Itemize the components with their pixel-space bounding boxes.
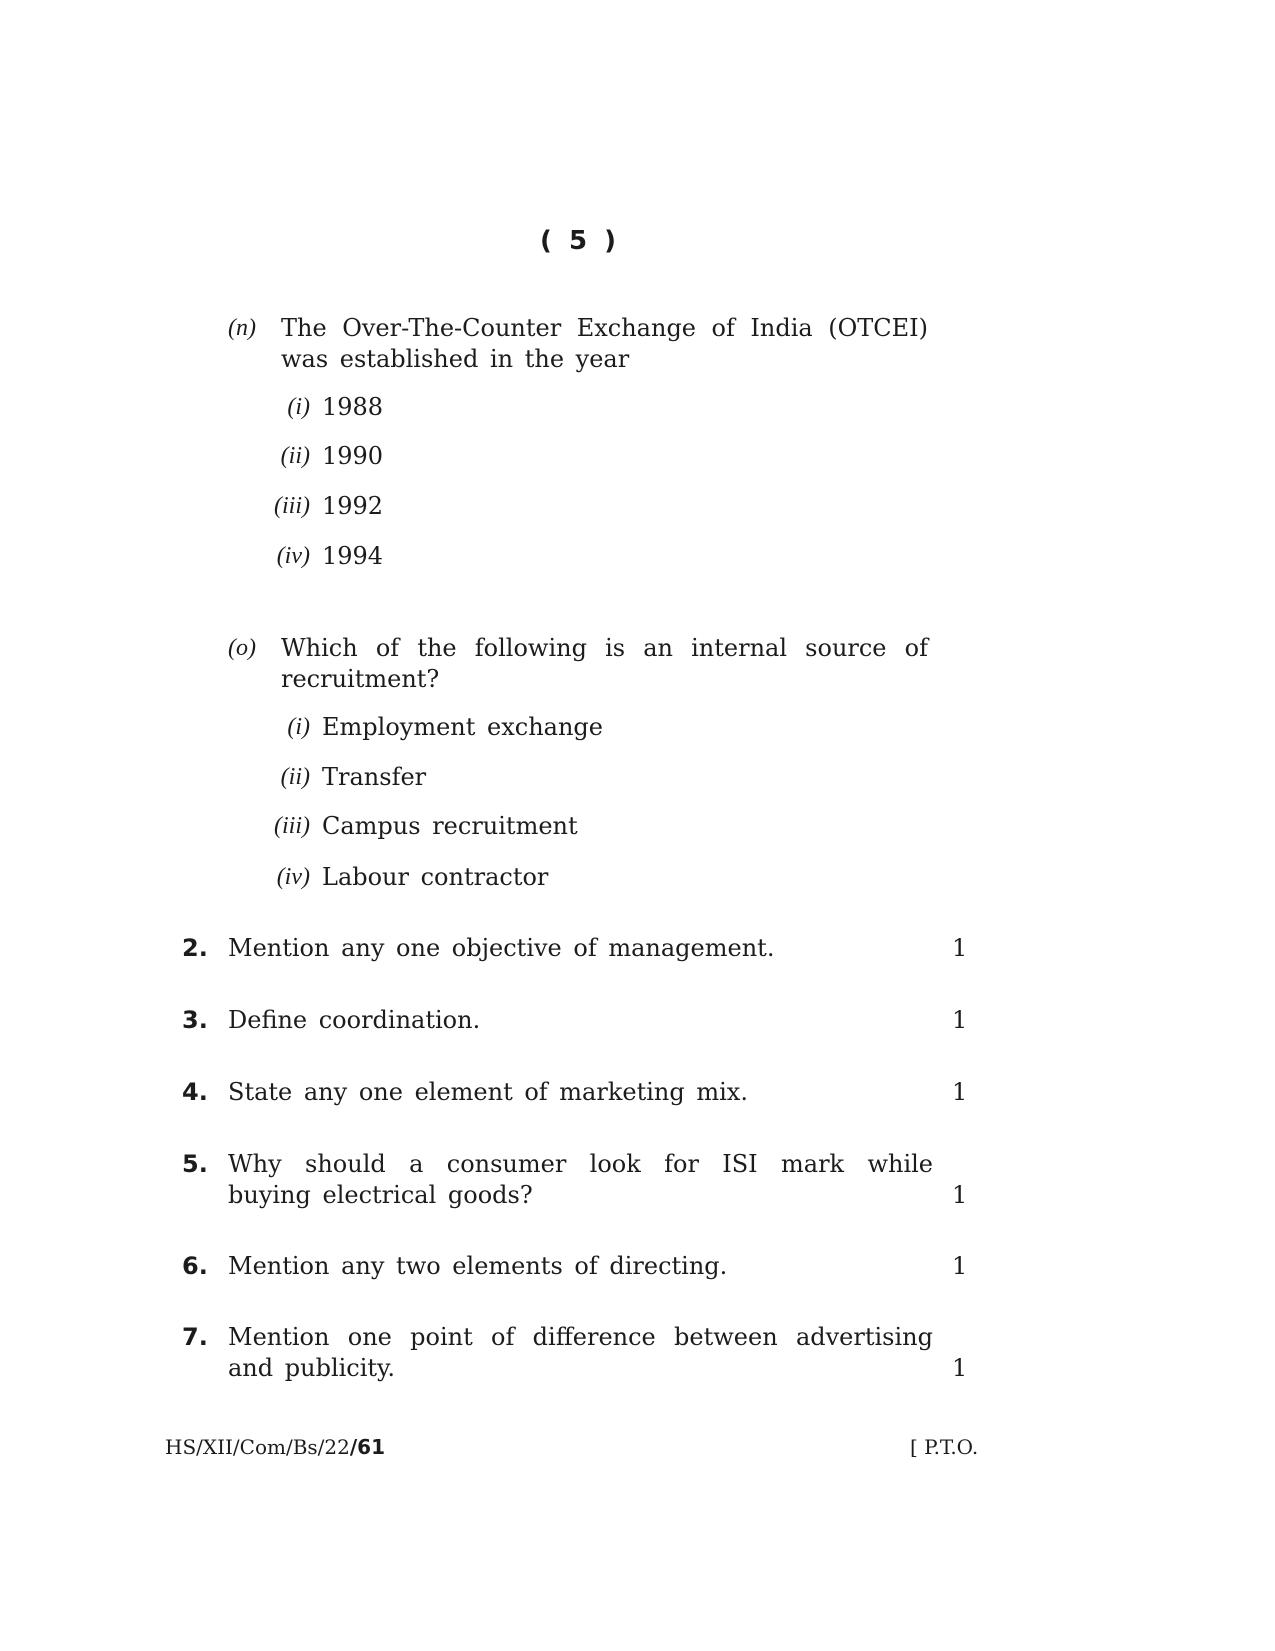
option-text: Transfer: [322, 763, 427, 791]
question-text: Define coordination.: [228, 1006, 481, 1034]
question-number: 6.: [182, 1252, 208, 1280]
question-5: [182, 1149, 982, 1211]
question-number: 5.: [182, 1150, 208, 1178]
question-3: [182, 1005, 982, 1036]
pto-label: [ P.T.O.: [910, 1435, 979, 1459]
question-number: 2.: [182, 934, 208, 962]
question-marks: 1: [952, 934, 968, 962]
page-number: ( 5 ): [540, 226, 620, 256]
question-marks: 1: [952, 1006, 968, 1034]
option-label: (ii): [280, 764, 310, 790]
option-text: 1992: [322, 492, 384, 520]
question-text: Why should a consumer look for ISI mark while buying electrical goods?: [228, 1150, 933, 1209]
question-number: 4.: [182, 1078, 208, 1106]
question-marks: 1: [952, 1354, 968, 1382]
option-text: 1990: [322, 442, 384, 470]
question-4: [182, 1077, 982, 1108]
option-text: 1988: [322, 393, 384, 421]
sub-question-text: The Over-The-Counter Exchange of India (OTCEI) was established in the year: [281, 314, 928, 373]
option-label: (iii): [274, 493, 310, 519]
sub-question-text: Which of the following is an internal source of recruitment?: [281, 634, 928, 693]
option-label: (ii): [280, 443, 310, 469]
paper-code: [165, 1435, 385, 1459]
question-6: [182, 1251, 982, 1282]
question-text: State any one element of marketing mix.: [228, 1078, 748, 1106]
option-label: (iii): [274, 813, 310, 839]
option-label: (iv): [276, 543, 310, 569]
option-text: Employment exchange: [322, 713, 603, 741]
question-marks: 1: [952, 1078, 968, 1106]
sub-question-label: (o): [228, 635, 256, 661]
option-text: 1994: [322, 542, 384, 570]
question-7: [182, 1322, 982, 1384]
option-label: (i): [287, 714, 310, 740]
question-text: Mention any two elements of directing.: [228, 1252, 728, 1280]
question-marks: 1: [952, 1181, 968, 1209]
option-text: Labour contractor: [322, 863, 549, 891]
sub-question-label: (n): [228, 315, 256, 341]
option-label: (i): [287, 394, 310, 420]
question-text: Mention one point of difference between advertising and publicity.: [228, 1323, 933, 1382]
question-2: [182, 933, 982, 964]
paper-code-prefix: HS/XII/Com/Bs/22: [165, 1435, 350, 1459]
question-number: 3.: [182, 1006, 208, 1034]
option-text: Campus recruitment: [322, 812, 578, 840]
question-text: Mention any one objective of management.: [228, 934, 775, 962]
option-label: (iv): [276, 864, 310, 890]
sub-question-n: [228, 313, 928, 375]
question-marks: 1: [952, 1252, 968, 1280]
paper-code-suffix: /61: [349, 1435, 385, 1459]
sub-question-o: [228, 633, 928, 695]
question-number: 7.: [182, 1323, 208, 1351]
